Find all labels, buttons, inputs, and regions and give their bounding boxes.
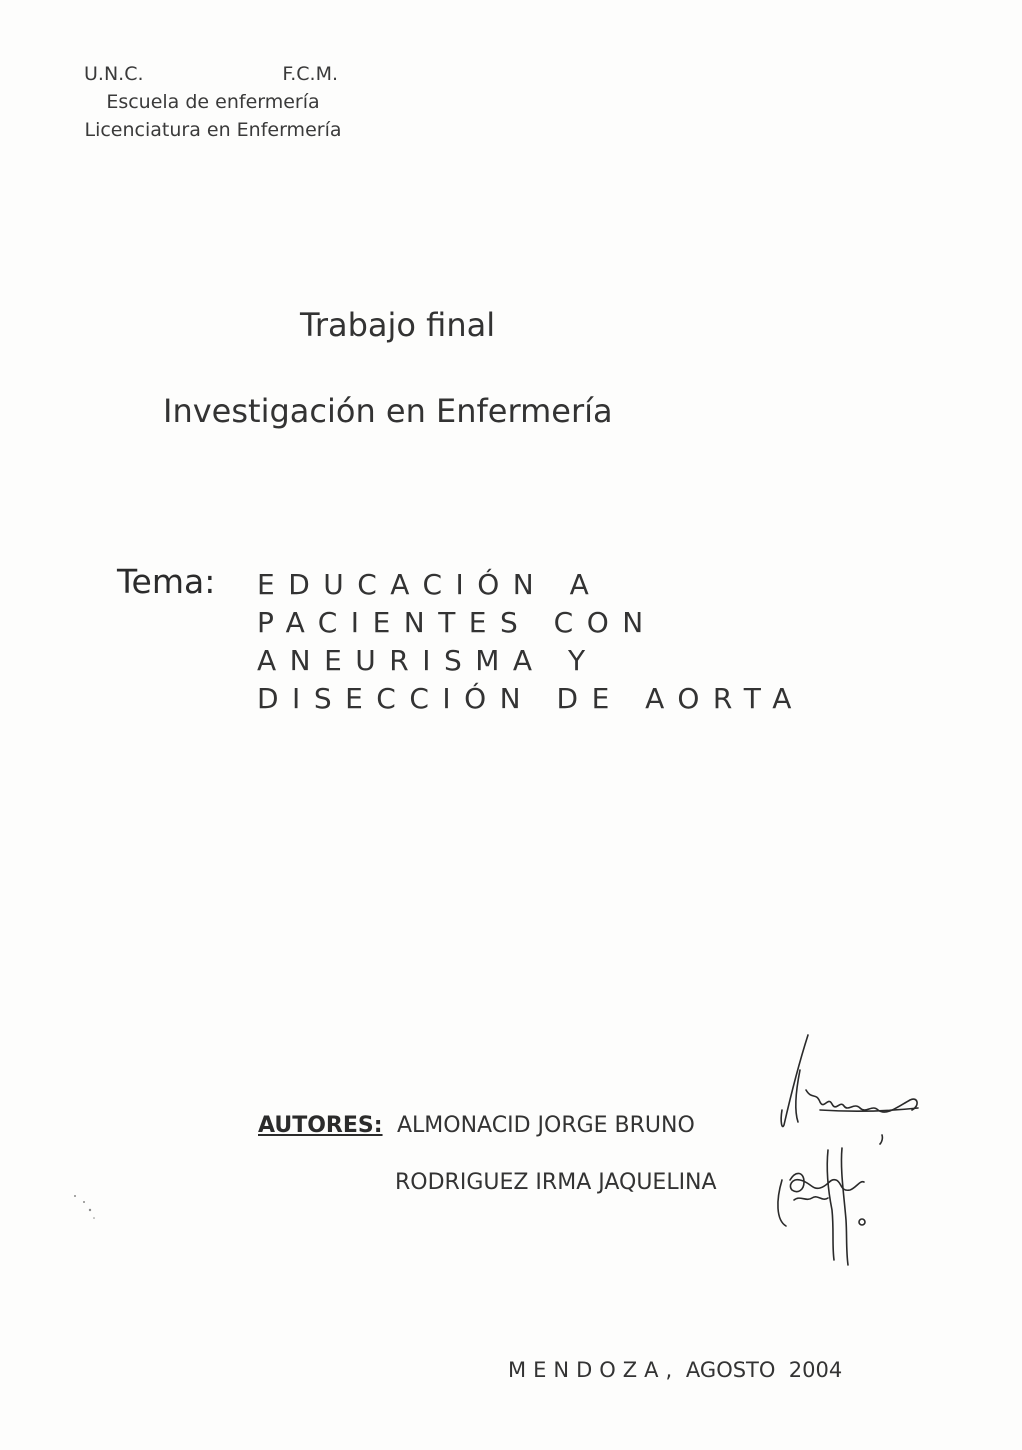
date: AGOSTO 2004 [685, 1358, 843, 1382]
university-acronym: U.N.C. [84, 63, 144, 85]
city: MENDOZA, [508, 1358, 680, 1382]
place-and-date [508, 1358, 842, 1382]
topic-label: Tema: [117, 562, 216, 601]
header-acronyms [48, 60, 378, 88]
handwritten-signature-icon [770, 1030, 930, 1270]
topic-line: DISECCIÓN DE AORTA [257, 682, 805, 715]
topic-line: ANEURISMA Y [257, 644, 599, 677]
author-name: RODRIGUEZ IRMA JAQUELINA [395, 1170, 717, 1195]
faculty-acronym: F.C.M. [282, 63, 338, 85]
topic-line: PACIENTES CON [257, 606, 657, 639]
scan-speck-icon [70, 1192, 110, 1222]
program-name: Licenciatura en Enfermería [84, 119, 342, 141]
author-name: ALMONACID JORGE BRUNO [397, 1113, 695, 1138]
authors-label: AUTORES: [258, 1113, 383, 1138]
document-subtitle: Investigación en Enfermería [163, 392, 613, 430]
institution-header [48, 60, 378, 144]
topic-text [257, 566, 805, 718]
document-title: Trabajo final [300, 306, 496, 344]
topic-line: EDUCACIÓN A [257, 568, 603, 601]
school-name: Escuela de enfermería [106, 91, 320, 113]
